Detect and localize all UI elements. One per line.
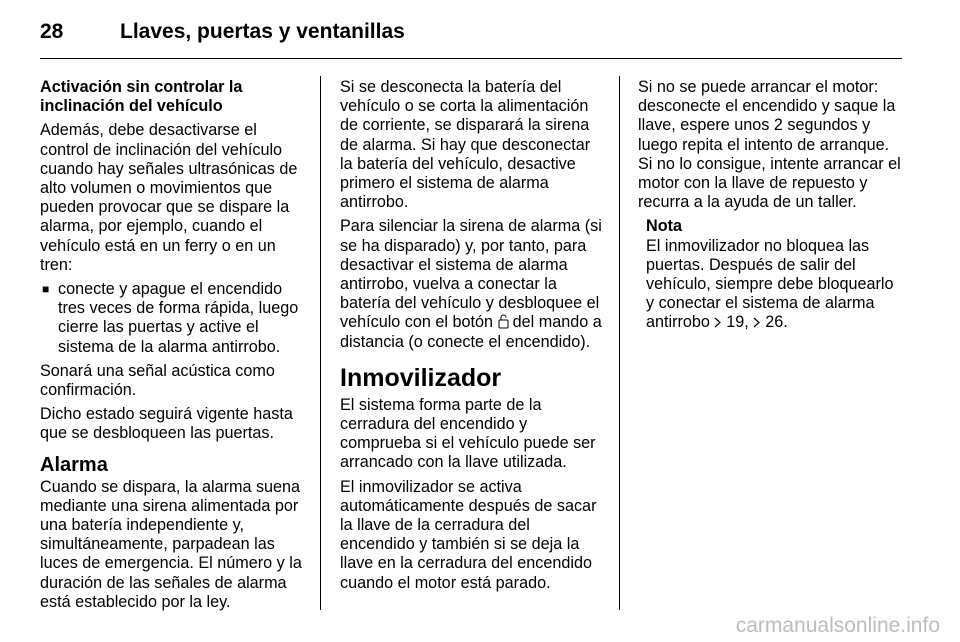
page-reference-link[interactable]: 19, <box>726 313 749 332</box>
page-reference-link[interactable]: 26. <box>765 313 788 332</box>
paragraph: Si se desconecta la batería del vehículo o se corta la alimentación de corriente, se disparará la sirena de alarma. Si hay que desconectar la batería del vehículo, desactive primero el sistema de alarma antirrobo. <box>340 78 591 212</box>
paragraph: Dicho estado seguirá vigente hasta que se desbloqueen las puertas. <box>40 405 293 443</box>
paragraph <box>340 217 604 351</box>
paragraph: El sistema forma parte de la cerradura del encendido y comprueba si el vehículo puede ser arrancado con la llave utilizada. <box>340 395 596 472</box>
column-divider <box>619 76 620 610</box>
bullet-icon: ■ <box>42 282 50 297</box>
reference-arrow-icon[interactable] <box>753 314 765 330</box>
paragraph: Además, debe desactivarse el control de inclinación del vehículo cuando hay señales ultrasónicas de alto volumen o movimientos que pueden provocar que se dispare la alarma, por ejemplo, cuando el vehículo está en un ferry o en un tren: <box>40 121 298 274</box>
bullet-list <box>40 280 304 357</box>
reference-arrow-icon[interactable] <box>714 314 726 330</box>
paragraph: Cuando se dispara, la alarma suena mediante una sirena alimentada por una batería independiente y, simultáneamente, parpadean las luces de emergencia. El número y la duración de las señales de alarma está establecido por la ley. <box>40 477 302 611</box>
section-heading-activation: Activación sin controlar la inclinación del vehículo <box>40 78 243 116</box>
watermark: carmanualsonline.info <box>735 614 940 637</box>
paragraph-text: del mando a distancia (o conecte el encendido). <box>340 313 602 351</box>
paragraph: Sonará una señal acústica como confirmación. <box>40 361 275 400</box>
paragraph-text: Para silenciar la sirena de alarma (si se ha disparado) y, por tanto, para desactivar el sistema de alarma antirrobo, vuelva a conectar la batería del vehículo y desbloquee el vehículo con el botón <box>340 217 602 332</box>
section-heading-alarm: Alarma <box>40 453 108 476</box>
note-text <box>646 237 902 333</box>
page-number: 28 <box>40 20 64 43</box>
column-2 <box>340 78 604 598</box>
paragraph: Si no se puede arrancar el motor: desconecte el encendido y saque la llave, espere unos 2 segundos y luego repita el intento de arranque. Si no lo consigue, intente arrancar el motor con la llave de repuesto y recurra a la ayuda de un taller. <box>638 78 901 212</box>
list-item <box>40 280 304 357</box>
chapter-title: Llaves, puertas y ventanillas <box>120 20 405 43</box>
column-3 <box>638 78 902 333</box>
column-divider <box>320 76 321 610</box>
page-header <box>40 18 902 59</box>
note-body: El inmovilizador no bloquea las puertas. Después de salir del vehículo, siempre debe bloquearlo y conectar el sistema de alarma antirrobo <box>646 236 894 332</box>
paragraph: El inmovilizador se activa automáticamente después de sacar la llave de la cerradura del encendido y también si se deja la llave en la cerradura del encendido cuando el motor está parado. <box>340 477 597 592</box>
unlock-key-icon <box>498 314 513 331</box>
section-heading-immobilizer: Inmovilizador <box>340 363 502 392</box>
column-1 <box>40 78 304 617</box>
note-box <box>646 217 902 332</box>
note-title: Nota <box>646 217 682 236</box>
list-item-text: conecte y apague el encendido tres veces de forma rápida, luego cierre las puertas y active el sistema de la alarma antirrobo. <box>58 280 299 356</box>
